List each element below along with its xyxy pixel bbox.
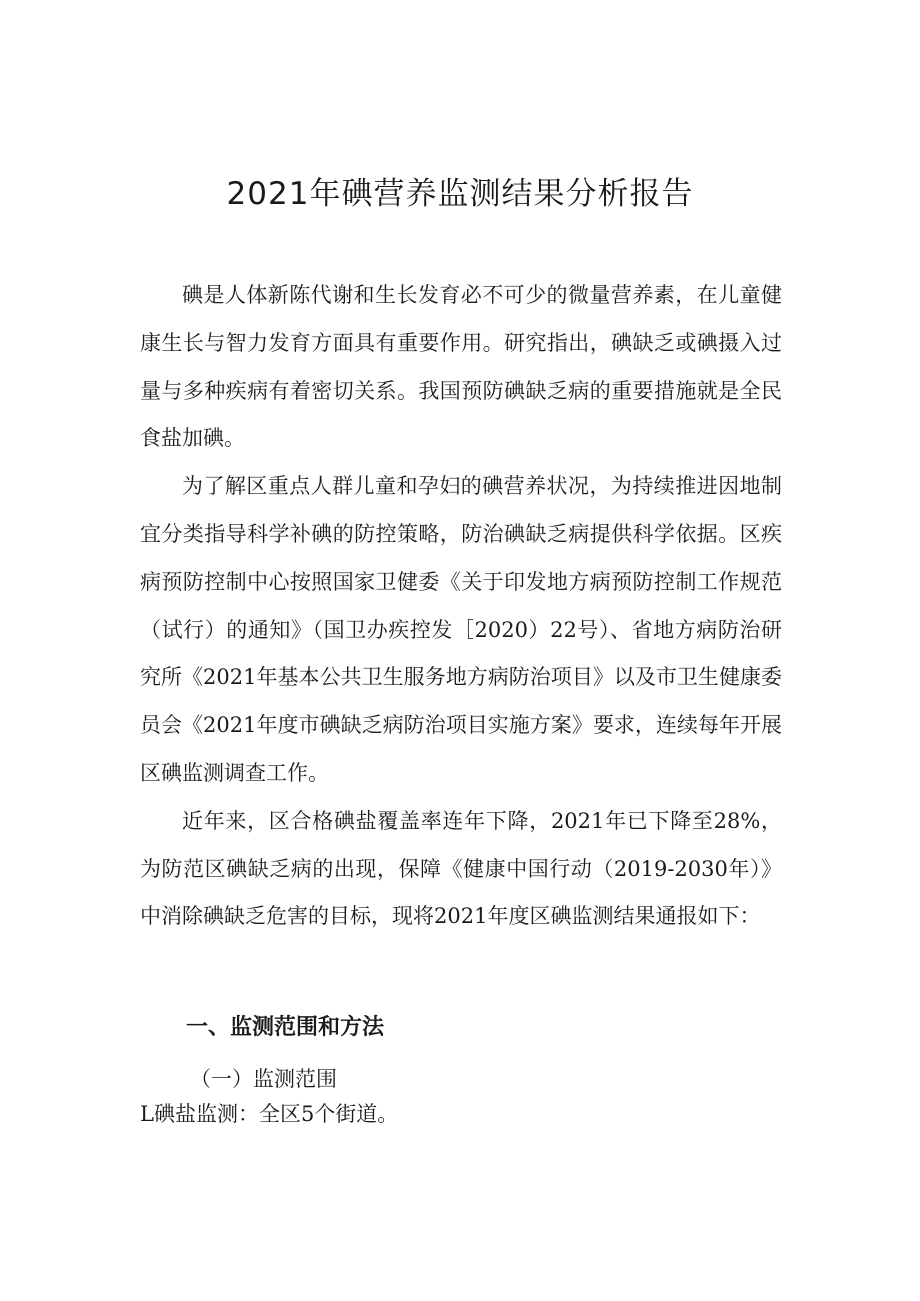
- subsection-heading: （一）监测范围: [190, 1067, 337, 1091]
- list-item: L碘盐监测：全区5个街道。: [140, 1102, 399, 1126]
- paragraph-background: 为了解区重点人群儿童和孕妇的碘营养状况，为持续推进因地制宜分类指导科学补碘的防控策略，防治碘缺乏病提供科学依据。区疾病预防控制中心按照国家卫健委《关于印发地方病预防控制工作规范（试行）的通知》（国卫办疾控发［2020）22号）、省地方病防治研究所《2021年基本公共卫生服务地方病防治项目》以及市卫生健康委员会《2021年度市碘缺乏病防治项目实施方案》要求，连续每年开展区碘监测调查工作。: [140, 474, 782, 785]
- paragraph-intro: 碘是人体新陈代谢和生长发育必不可少的微量营养素，在儿童健康生长与智力发育方面具有重要作用。研究指出，碘缺乏或碘摄入过量与多种疾病有着密切关系。我国预防碘缺乏病的重要措施就是全民食盐加碘。: [140, 283, 782, 451]
- paragraph-purpose: 近年来，区合格碘盐覆盖率连年下降，2021年已下降至28%，为防范区碘缺乏病的出现，保障《健康中国行动（2019-2030年）》中消除碘缺乏危害的目标，现将2021年度区碘监测结果通报如下：: [140, 808, 782, 929]
- section-heading: 一、监测范围和方法: [186, 1015, 385, 1040]
- document-body: [140, 272, 782, 941]
- document-title: 2021年碘营养监测结果分析报告: [226, 176, 694, 212]
